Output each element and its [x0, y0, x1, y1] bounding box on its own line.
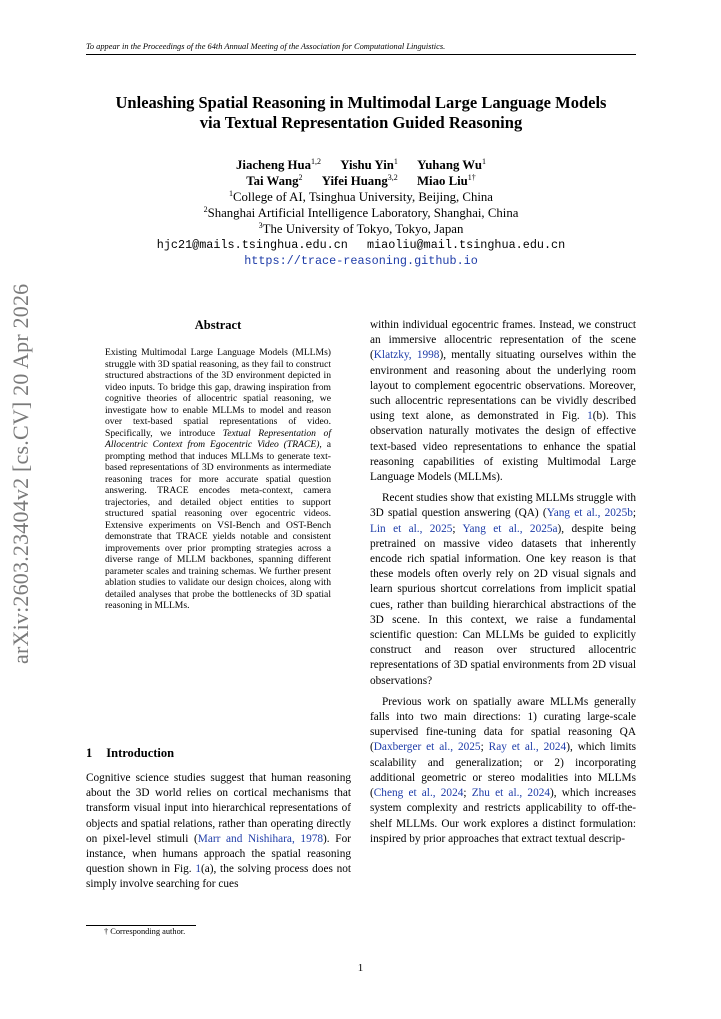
intro-paragraph-2: within individual egocentric frames. Instead, we construct an immersive allocentric representation of the scene (Klatzky, 1998), mentally situating ourselves within the environment and reasoning about the underlying room layout to complement egocentric observations. Moreover, such allocentric representations can be vividly described using text alone, as demonstrated in Fig. 1(b). This observation naturally motivates the design of effective text-based video representations to enhance the spatial reasoning capabilities of existing Multimodal Large Language Models (MLLMs).: [370, 319, 636, 484]
author-emails: [86, 237, 636, 253]
section-heading-introduction: 1 Introduction: [86, 746, 175, 760]
paper-title: [86, 93, 636, 133]
arxiv-identifier: arXiv:2603.23404v2 [cs.CV] 20 Apr 2026: [8, 283, 33, 664]
email-address: hjc21@mails.tsinghua.edu.cn: [156, 238, 348, 252]
abstract-text: Existing Multimodal Large Language Models (MLLMs) struggle with 3D spatial reasoning, as they fail to construct structured abstractions of the 3D environment depicted in video inputs. To bridge this gap, drawing inspiration from cognitive theories of allocentric spatial reasoning, we investigate how to enable MLLMs to model and reason over text-based spatial representations of video. Specifically, we introduce Textual Representation of Allocentric Context from Egocentric Video (TRACE), a prompting method that induces MLLMs to generate text-based representations of 3D environments as intermediate reasoning traces for more accurate spatial question answering. TRACE encodes meta-context, camera trajectories, and detailed object entities to support structured spatial reasoning over egocentric videos. Extensive experiments on VSI-Bench and OST-Bench demonstrate that TRACE yields notable and consistent improvements over prior prompting strategies across a diverse range of MLLM backbones, spanning different parameter scales and training schemas. We further present ablation studies to validate our design choices, along with detailed analyses that probe the bottlenecks of 3D spatial reasoning in MLLMs.: [105, 347, 332, 611]
title-line-2: via Textual Representation Guided Reasoning: [199, 113, 523, 132]
abstract-heading: Abstract: [194, 318, 242, 332]
author-name: Miao Liu$^{1\dagger}$: [416, 173, 476, 188]
citation-link[interactable]: Klatzky, 1998: [373, 349, 440, 362]
affiliation: $^1$College of AI, Tsinghua University, Beijing, China: [229, 189, 493, 204]
figure-ref-link[interactable]: 1: [587, 410, 593, 423]
citation-link[interactable]: Lin et al., 2025: [370, 522, 453, 535]
author-name: Jiacheng Hua$^{1,2}$: [236, 157, 322, 172]
citation-link[interactable]: Ray et al., 2024: [488, 741, 567, 754]
intro-paragraph-3: Recent studies show that existing MLLMs struggle with 3D spatial question answering (QA) (Yang et al., 2025b; Lin et al., 2025; Yang et al., 2025a), despite being pretrained on massive video datasets that inherently encode rich spatial information. One key reason is that these models often overly rely on 2D visual signals and learn spurious shortcut correlations from implicit spatial cues, rather than building hierarchical abstractions of the 3D scene. In this context, we raise a fundamental scientific question: Can MLLMs be guided to explicitly construct and reason over structured allocentric representations of 3D spatial environments from 2D visual observations?: [370, 492, 637, 687]
intro-paragraph-4: Previous work on spatially aware MLLMs generally falls into two main directions: 1) curating large-scale supervised fine-tuning data for spatial reasoning QA (Daxberger et al., 2025; Ray et al., 2024), which limits scalability and generalization; or 2) incorporating additional geometric or stereo modalities into MLLMs (Cheng et al., 2024; Zhu et al., 2024), which increases system complexity and restricts applicability to off-the-shelf MLLMs. Our work explores a distinct formulation: inspired by prior approaches that extract textual descrip-: [370, 695, 636, 845]
footnote-corresponding-author: † Corresponding author.: [104, 927, 186, 936]
proceedings-header: To appear in the Proceedings of the 64th Annual Meeting of the Association for Computational Linguistics.: [86, 42, 636, 55]
page-number: 1: [357, 962, 364, 974]
citation-link[interactable]: Zhu et al., 2024: [471, 787, 551, 800]
author-name: Yishu Yin$^1$: [340, 157, 398, 172]
citation-link[interactable]: Daxberger et al., 2025: [373, 741, 481, 754]
author-name: Tai Wang$^2$: [246, 173, 303, 188]
citation-link[interactable]: Marr and Nishihara, 1978: [197, 832, 324, 845]
email-address: miaoliu@mail.tsinghua.edu.cn: [367, 238, 566, 252]
footnote-divider: [86, 925, 196, 926]
author-name: Yifei Huang$^{3,2}$: [321, 173, 398, 188]
authors-row-1: [86, 157, 636, 173]
citation-link[interactable]: Yang et al., 2025a: [462, 522, 558, 535]
project-url-link[interactable]: https://trace-reasoning.github.io: [244, 254, 478, 268]
affiliation: $^2$Shanghai Artificial Intelligence Laboratory, Shanghai, China: [203, 205, 519, 220]
citation-link[interactable]: Cheng et al., 2024: [373, 787, 464, 800]
authors-row-2: [86, 173, 636, 189]
affiliation: $^3$The University of Tokyo, Tokyo, Japan: [258, 221, 464, 236]
abstract-section: [105, 318, 331, 612]
citation-link[interactable]: Yang et al., 2025b: [546, 507, 633, 520]
left-column-body: [86, 771, 351, 893]
title-line-1: Unleashing Spatial Reasoning in Multimodal Large Language Models: [115, 93, 607, 112]
figure-ref-link[interactable]: 1: [195, 863, 201, 876]
right-column-body: [370, 318, 636, 847]
intro-paragraph-1: Cognitive science studies suggest that human reasoning about the 3D world relies on cortical mechanisms that transform visual input into hierarchical representations of objects and spatial relations, rather than operating directly on pixel-level stimuli (Marr and Nishihara, 1978). For instance, when humans approach the spatial reasoning question shown in Fig. 1(a), the solving process does not simply involve searching for cues: [86, 772, 352, 891]
author-name: Yuhang Wu$^1$: [417, 157, 486, 172]
author-block: [86, 157, 636, 269]
